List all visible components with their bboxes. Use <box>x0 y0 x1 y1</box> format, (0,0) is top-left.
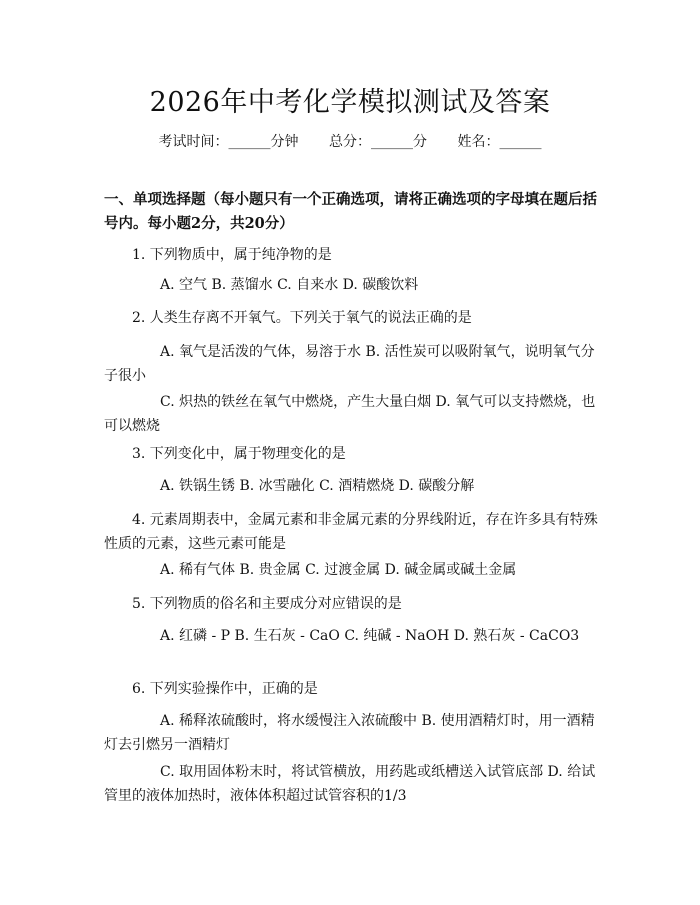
question-stem: 6. 下列实验操作中，正确的是 <box>132 681 318 697</box>
question-stem: 4. 元素周期表中，金属元素和非金属元素的分界线附近，存在许多具有特殊性质的元素，这些元素可能是 <box>104 512 598 552</box>
question-options: C. 炽热的铁丝在氧气中燃烧，产生大量白烟 D. 氧气可以支持燃烧，也可以燃烧 <box>104 394 596 434</box>
question-options: A. 稀有气体 B. 贵金属 C. 过渡金属 D. 碱金属或碱土金属 <box>160 562 517 578</box>
question-options: C. 取用固体粉末时，将试管横放，用药匙或纸槽送入试管底部 D. 给试管里的液体加热时，液体体积超过试管容积的1/3 <box>104 764 596 804</box>
question-options: A. 空气 B. 蒸馏水 C. 自来水 D. 碳酸饮料 <box>160 277 419 293</box>
question-options: A. 氧气是活泼的气体，易溶于水 B. 活性炭可以吸附氧气，说明氧气分子很小 <box>104 344 595 384</box>
question-options: A. 红磷 - P B. 生石灰 - CaO C. 纯碱 - NaOH D. 熟石灰 - CaCO3 <box>160 628 580 644</box>
question-options: A. 铁锅生锈 B. 冰雪融化 C. 酒精燃烧 D. 碳酸分解 <box>160 478 475 494</box>
question-stem: 1. 下列物质中，属于纯净物的是 <box>132 247 332 263</box>
exam-name-field: 姓名：______ <box>457 134 542 150</box>
section-heading: 一、单项选择题（每小题只有一个正确选项，请将正确选项的字母填在题后括号内。每小题2分，共20分） <box>104 191 597 232</box>
question-options: A. 稀释浓硫酸时，将水缓慢注入浓硫酸中 B. 使用酒精灯时，用一酒精灯去引燃另一酒精灯 <box>104 713 595 753</box>
exam-score-field: 总分：______分 <box>329 134 427 150</box>
question-stem: 2. 人类生存离不开氧气。下列关于氧气的说法正确的是 <box>132 310 472 326</box>
exam-info <box>0 131 700 151</box>
exam-time-field: 考试时间：______分钟 <box>158 134 299 150</box>
question-stem: 3. 下列变化中，属于物理变化的是 <box>132 446 346 462</box>
page-title: 2026年中考化学模拟测试及答案 <box>149 87 551 118</box>
question-stem: 5. 下列物质的俗名和主要成分对应错误的是 <box>132 596 402 612</box>
